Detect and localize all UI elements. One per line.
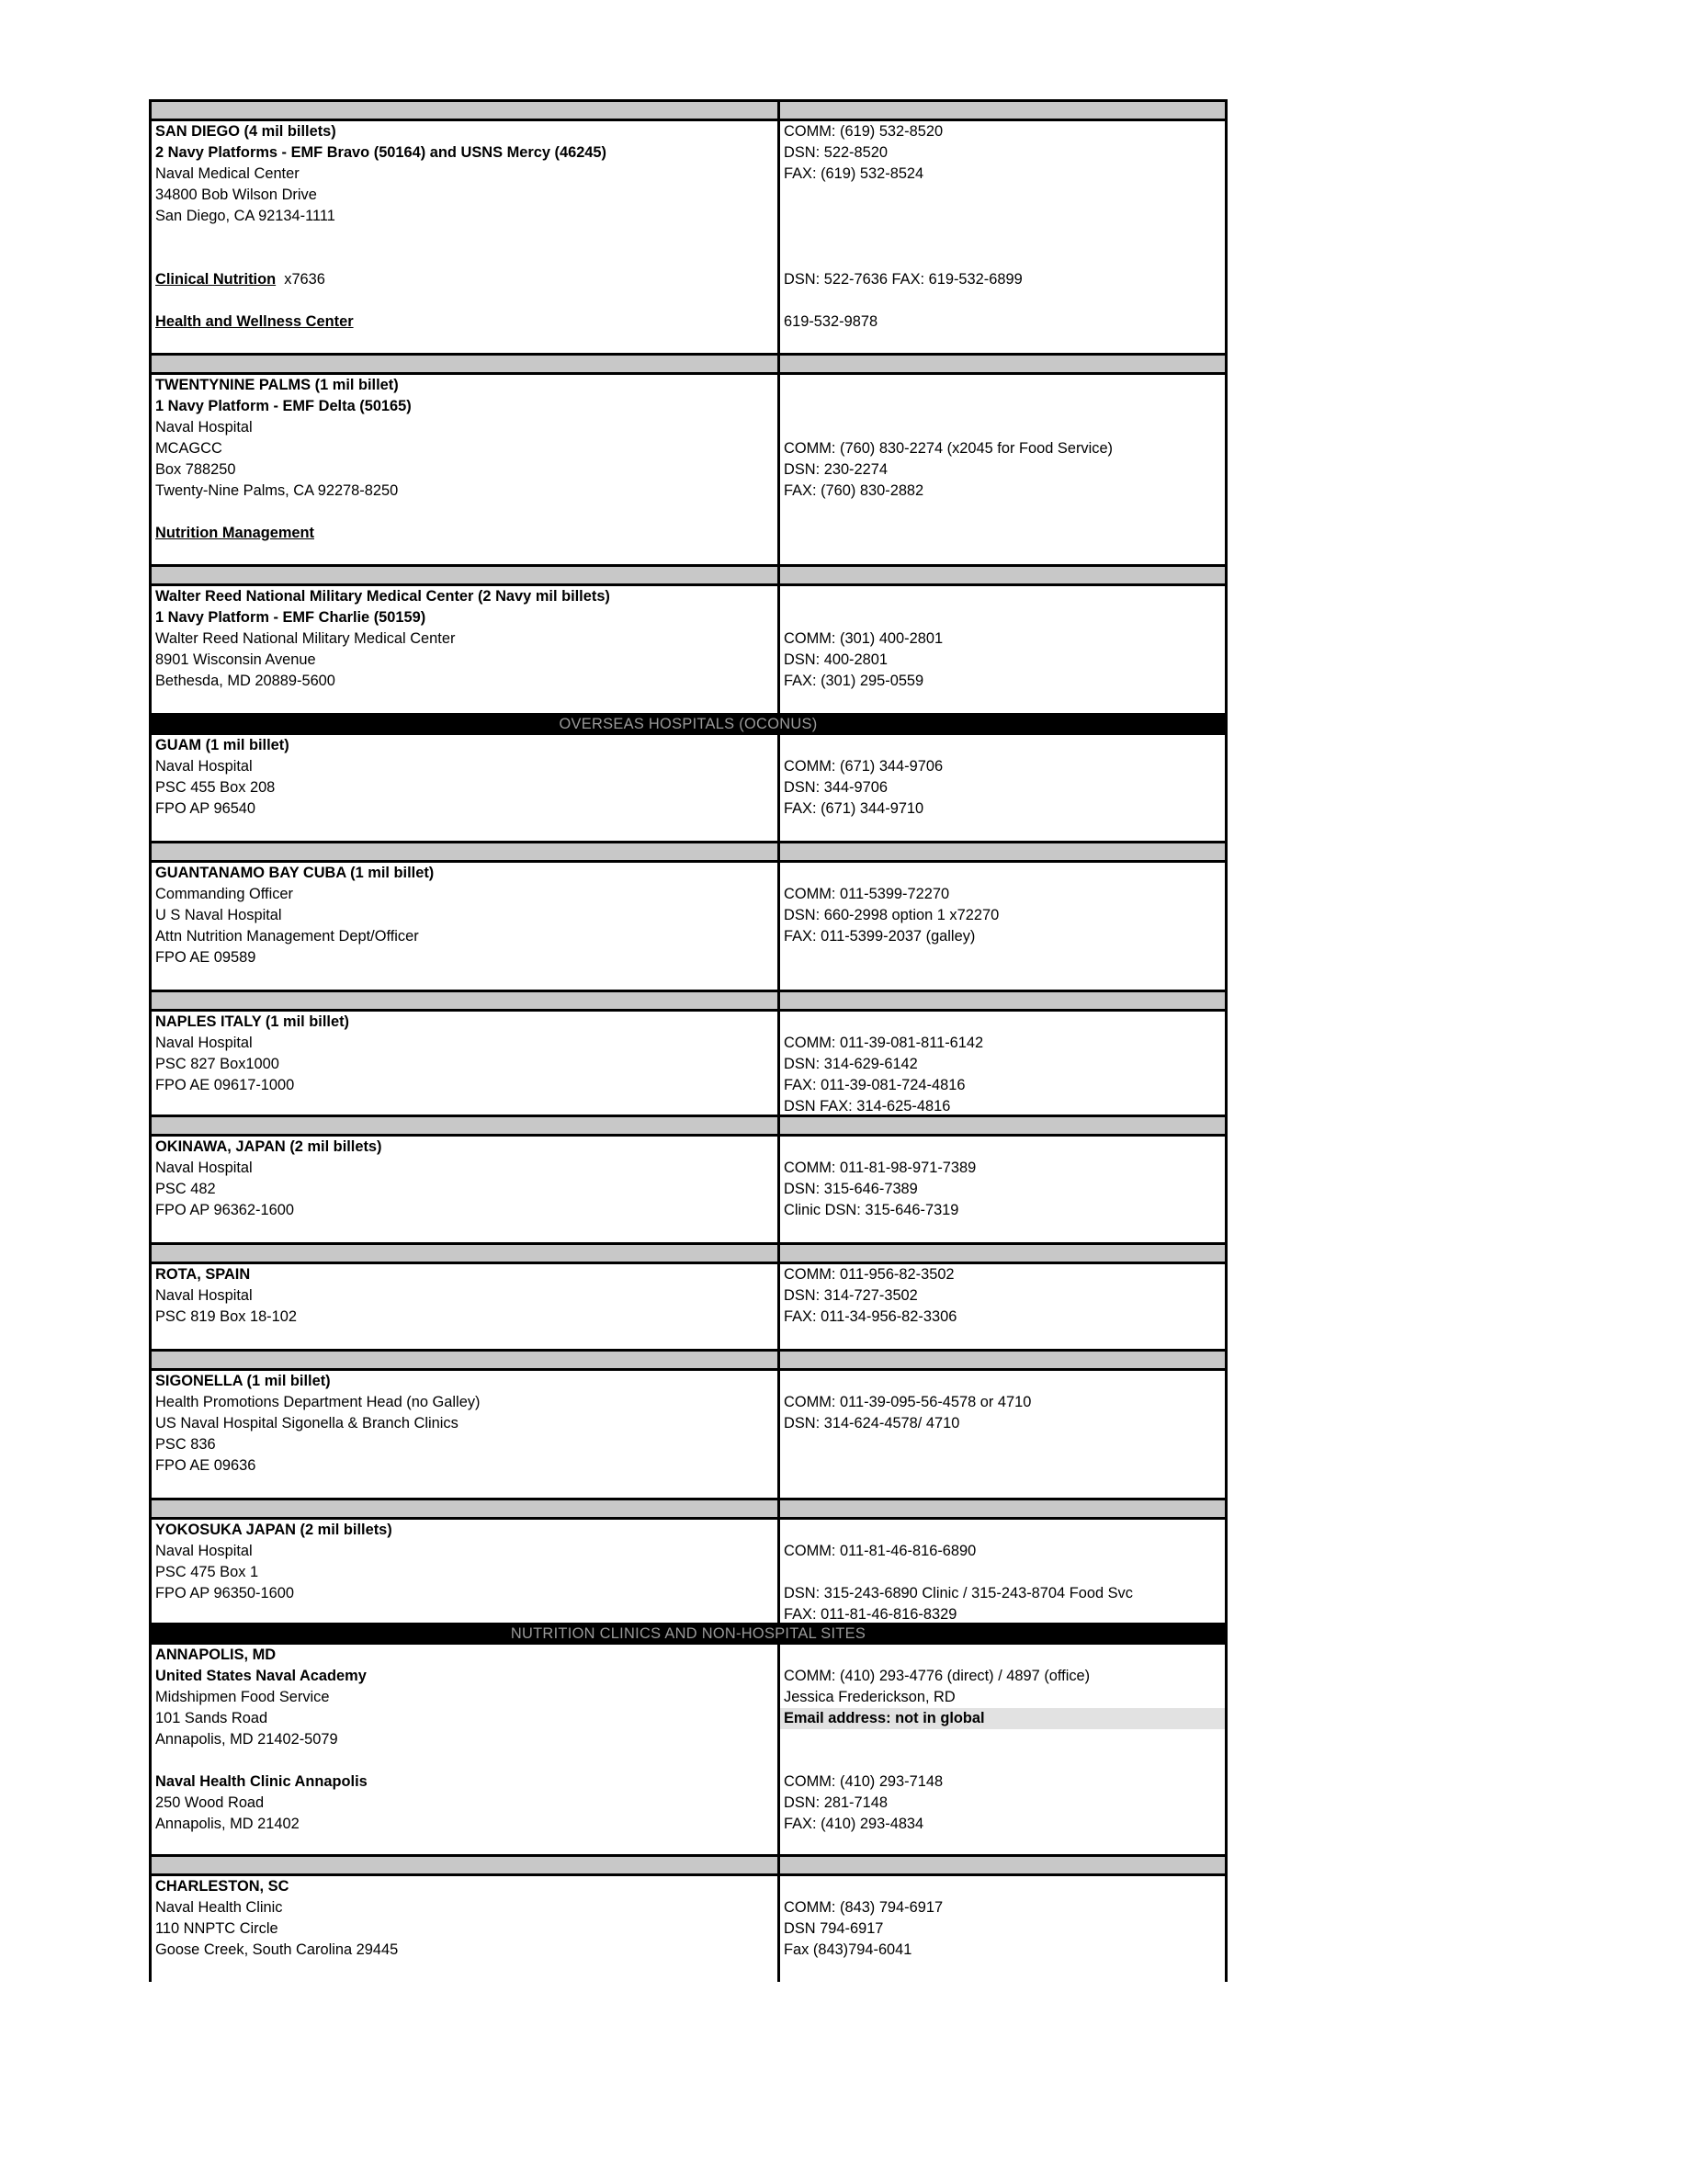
left-line: PSC 819 Box 18-102 xyxy=(155,1308,297,1325)
right-line: COMM: (619) 532-8520 xyxy=(784,123,944,140)
separator-cell xyxy=(780,1117,1225,1134)
separator-row xyxy=(149,1115,1228,1137)
left-line xyxy=(155,227,774,248)
left-line: 101 Sands Road xyxy=(155,1710,268,1726)
contact-cell xyxy=(780,735,1225,841)
right-line: DSN: 314-727-3502 xyxy=(784,1287,918,1304)
right-line: DSN: 315-646-7389 xyxy=(784,1181,918,1197)
address-cell xyxy=(152,1371,780,1498)
left-line: Annapolis, MD 21402-5079 xyxy=(155,1731,338,1748)
right-line xyxy=(784,586,1221,607)
separator-row xyxy=(149,990,1228,1012)
separator-cell xyxy=(152,1857,780,1873)
separator-row xyxy=(149,1349,1228,1371)
left-line: Naval Hospital xyxy=(155,1035,253,1051)
right-line: DSN: 281-7148 xyxy=(784,1794,888,1811)
contact-cell xyxy=(780,586,1225,713)
right-line: COMM: (410) 293-4776 (direct) / 4897 (office) xyxy=(784,1668,1091,1684)
right-line: DSN: 230-2274 xyxy=(784,461,888,478)
separator-row xyxy=(149,1242,1228,1264)
left-line: PSC 482 xyxy=(155,1181,216,1197)
left-line: Twenty-Nine Palms, CA 92278-8250 xyxy=(155,482,399,499)
facility-row xyxy=(149,1645,1228,1854)
facility-row xyxy=(149,1012,1228,1115)
right-line xyxy=(784,1137,1221,1158)
right-line xyxy=(784,417,1221,438)
right-line: FAX: (410) 293-4834 xyxy=(784,1816,924,1832)
left-line: PSC 827 Box1000 xyxy=(155,1056,279,1072)
left-line: FPO AP 96540 xyxy=(155,800,256,817)
left-line: FPO AE 09636 xyxy=(155,1457,256,1474)
left-line: 110 NNPTC Circle xyxy=(155,1920,278,1937)
right-line xyxy=(784,1520,1221,1541)
left-line xyxy=(155,523,774,544)
contact-cell xyxy=(780,1264,1225,1349)
right-line xyxy=(784,396,1221,417)
separator-row xyxy=(149,1498,1228,1520)
separator-cell xyxy=(780,1245,1225,1262)
left-line: Bethesda, MD 20889-5600 xyxy=(155,673,335,689)
facility-row xyxy=(149,735,1228,841)
separator-row xyxy=(149,1854,1228,1876)
right-line: 619-532-9878 xyxy=(784,313,878,330)
facility-row xyxy=(149,1371,1228,1498)
right-line xyxy=(784,1012,1221,1033)
left-line: PSC 475 Box 1 xyxy=(155,1564,259,1580)
separator-cell xyxy=(152,1117,780,1134)
right-line xyxy=(784,248,1221,269)
right-line: COMM: 011-956-82-3502 xyxy=(784,1266,955,1283)
contact-cell xyxy=(780,1520,1225,1623)
left-line: Naval Hospital xyxy=(155,1287,253,1304)
separator-cell xyxy=(780,567,1225,583)
left-line: Box 788250 xyxy=(155,461,236,478)
right-line xyxy=(784,1729,1221,1750)
right-line: COMM: (671) 344-9706 xyxy=(784,758,944,775)
left-line: Naval Hospital xyxy=(155,419,253,436)
right-line: COMM: 011-39-081-811-6142 xyxy=(784,1035,984,1051)
right-line: DSN: 522-7636 FAX: 619-532-6899 xyxy=(784,271,1023,288)
address-cell xyxy=(152,121,780,353)
right-line xyxy=(784,1750,1221,1771)
left-line: PSC 836 xyxy=(155,1436,216,1453)
left-line xyxy=(155,311,774,333)
left-line: Annapolis, MD 21402 xyxy=(155,1816,300,1832)
left-line: TWENTYNINE PALMS (1 mil billet) xyxy=(155,377,399,393)
section-banner: NUTRITION CLINICS AND NON-HOSPITAL SITES xyxy=(149,1623,1228,1645)
left-line: U S Naval Hospital xyxy=(155,907,282,923)
facility-row xyxy=(149,586,1228,713)
address-cell xyxy=(152,586,780,713)
right-line: FAX: (671) 344-9710 xyxy=(784,800,924,817)
address-cell xyxy=(152,1264,780,1349)
left-line: FPO AE 09617-1000 xyxy=(155,1077,295,1093)
separator-cell xyxy=(152,567,780,583)
left-line: 1 Navy Platform - EMF Delta (50165) xyxy=(155,398,412,414)
address-cell xyxy=(152,1876,780,1982)
address-cell xyxy=(152,1012,780,1115)
left-line: Goose Creek, South Carolina 29445 xyxy=(155,1941,399,1958)
right-line xyxy=(784,1876,1221,1897)
right-line: COMM: (301) 400-2801 xyxy=(784,630,944,647)
right-line: FAX: 011-81-46-816-8329 xyxy=(784,1606,957,1623)
left-line: Naval Medical Center xyxy=(155,165,300,182)
right-line: COMM: (760) 830-2274 (x2045 for Food Service) xyxy=(784,440,1114,457)
right-line: DSN: 400-2801 xyxy=(784,651,888,668)
right-line: COMM: 011-81-98-971-7389 xyxy=(784,1160,977,1176)
directory-table xyxy=(149,99,1228,1982)
left-line: 34800 Bob Wilson Drive xyxy=(155,187,317,203)
right-line xyxy=(784,863,1221,884)
separator-cell xyxy=(152,1245,780,1262)
left-line: ANNAPOLIS, MD xyxy=(155,1646,277,1663)
separator-cell xyxy=(780,992,1225,1009)
left-line xyxy=(155,502,774,523)
left-line: Naval Hospital xyxy=(155,1543,253,1559)
separator-row xyxy=(149,564,1228,586)
separator-cell xyxy=(152,356,780,372)
left-line: GUAM (1 mil billet) xyxy=(155,737,289,753)
right-line xyxy=(784,735,1221,756)
extension-text: x7636 xyxy=(276,271,325,288)
address-cell xyxy=(152,1645,780,1854)
address-cell xyxy=(152,375,780,564)
right-line: Clinic DSN: 315-646-7319 xyxy=(784,1202,959,1218)
left-line: FPO AE 09589 xyxy=(155,949,256,966)
left-line xyxy=(155,1750,774,1771)
separator-cell xyxy=(152,843,780,860)
contact-cell xyxy=(780,863,1225,990)
facility-row xyxy=(149,863,1228,990)
left-line: CHARLESTON, SC xyxy=(155,1878,289,1895)
separator-cell xyxy=(780,1857,1225,1873)
right-line: FAX: (619) 532-8524 xyxy=(784,165,924,182)
left-line: YOKOSUKA JAPAN (2 mil billets) xyxy=(155,1522,392,1538)
left-line: 1 Navy Platform - EMF Charlie (50159) xyxy=(155,609,426,626)
separator-cell xyxy=(152,992,780,1009)
facility-row xyxy=(149,375,1228,564)
contact-cell xyxy=(780,1876,1225,1982)
right-line: COMM: 011-39-095-56-4578 or 4710 xyxy=(784,1394,1032,1410)
left-line: Naval Hospital xyxy=(155,758,253,775)
separator-cell xyxy=(780,1352,1225,1368)
left-line: FPO AP 96350-1600 xyxy=(155,1585,294,1601)
left-line: 250 Wood Road xyxy=(155,1794,265,1811)
left-line: 8901 Wisconsin Avenue xyxy=(155,651,316,668)
address-cell xyxy=(152,735,780,841)
separator-cell xyxy=(152,1500,780,1517)
section-heading: Nutrition Management xyxy=(155,525,315,541)
left-line: Naval Health Clinic xyxy=(155,1899,283,1916)
separator-row xyxy=(149,841,1228,863)
right-line xyxy=(784,185,1221,206)
facility-row xyxy=(149,1876,1228,1982)
right-line xyxy=(784,1645,1221,1666)
right-line: FAX: 011-5399-2037 (galley) xyxy=(784,928,976,945)
right-line: FAX: (301) 295-0559 xyxy=(784,673,924,689)
left-line: San Diego, CA 92134-1111 xyxy=(155,208,335,224)
separator-row xyxy=(149,353,1228,375)
separator-cell xyxy=(152,102,780,119)
contact-cell xyxy=(780,1137,1225,1242)
right-line: Fax (843)794-6041 xyxy=(784,1941,912,1958)
right-line: DSN: 660-2998 option 1 x72270 xyxy=(784,907,1000,923)
right-line xyxy=(784,206,1221,227)
left-line: Attn Nutrition Management Dept/Officer xyxy=(155,928,419,945)
contact-cell xyxy=(780,375,1225,564)
contact-cell xyxy=(780,1645,1225,1854)
facility-row xyxy=(149,1264,1228,1349)
section-heading: Clinical Nutrition xyxy=(155,271,277,288)
right-line xyxy=(784,375,1221,396)
right-line: Jessica Frederickson, RD xyxy=(784,1689,956,1705)
left-line: NAPLES ITALY (1 mil billet) xyxy=(155,1013,349,1030)
address-cell xyxy=(152,1137,780,1242)
left-line: PSC 455 Box 208 xyxy=(155,779,276,796)
right-line xyxy=(784,607,1221,628)
left-line: US Naval Hospital Sigonella & Branch Clinics xyxy=(155,1415,459,1431)
contact-cell xyxy=(780,1012,1225,1115)
left-line: 2 Navy Platforms - EMF Bravo (50164) and USNS Mercy (46245) xyxy=(155,144,606,161)
separator-cell xyxy=(152,1352,780,1368)
left-line: FPO AP 96362-1600 xyxy=(155,1202,294,1218)
left-line: Health Promotions Department Head (no Galley) xyxy=(155,1394,481,1410)
facility-row xyxy=(149,1520,1228,1623)
separator-cell xyxy=(780,1500,1225,1517)
left-line: Naval Hospital xyxy=(155,1160,253,1176)
right-line xyxy=(784,1371,1221,1392)
right-line: COMM: 011-81-46-816-6890 xyxy=(784,1543,977,1559)
section-banner: OVERSEAS HOSPITALS (OCONUS) xyxy=(149,713,1228,735)
left-line: MCAGCC xyxy=(155,440,222,457)
address-cell xyxy=(152,863,780,990)
address-cell xyxy=(152,1520,780,1623)
facility-row xyxy=(149,1137,1228,1242)
right-line xyxy=(784,1562,1221,1583)
contact-cell xyxy=(780,1371,1225,1498)
left-line: GUANTANAMO BAY CUBA (1 mil billet) xyxy=(155,865,435,881)
separator-cell xyxy=(780,102,1225,119)
left-line: Walter Reed National Military Medical Center (2 Navy mil billets) xyxy=(155,588,610,605)
right-line: FAX: 011-39-081-724-4816 xyxy=(784,1077,966,1093)
right-line xyxy=(784,290,1221,311)
separator-cell xyxy=(780,356,1225,372)
left-line: United States Naval Academy xyxy=(155,1668,367,1684)
right-line: DSN: 314-629-6142 xyxy=(784,1056,918,1072)
left-line xyxy=(155,269,774,290)
facility-row xyxy=(149,121,1228,353)
right-line: FAX: 011-34-956-82-3306 xyxy=(784,1308,957,1325)
left-line: ROTA, SPAIN xyxy=(155,1266,251,1283)
right-line xyxy=(784,227,1221,248)
separator-row xyxy=(149,99,1228,121)
left-line: OKINAWA, JAPAN (2 mil billets) xyxy=(155,1138,382,1155)
right-line: COMM: 011-5399-72270 xyxy=(784,886,950,902)
left-line: SIGONELLA (1 mil billet) xyxy=(155,1373,331,1389)
right-line: Email address: not in global xyxy=(780,1708,1225,1729)
left-line xyxy=(155,290,774,311)
right-line: COMM: (410) 293-7148 xyxy=(784,1773,944,1790)
left-line: SAN DIEGO (4 mil billets) xyxy=(155,123,336,140)
section-heading: Health and Wellness Center xyxy=(155,313,354,330)
right-line: FAX: (760) 830-2882 xyxy=(784,482,924,499)
right-line: DSN: 344-9706 xyxy=(784,779,888,796)
separator-cell xyxy=(780,843,1225,860)
right-line: DSN FAX: 314-625-4816 xyxy=(784,1098,951,1115)
contact-cell xyxy=(780,121,1225,353)
right-line: COMM: (843) 794-6917 xyxy=(784,1899,944,1916)
left-line xyxy=(155,248,774,269)
right-line: DSN 794-6917 xyxy=(784,1920,884,1937)
right-line: DSN: 315-243-6890 Clinic / 315-243-8704 Food Svc xyxy=(784,1585,1133,1601)
left-line: Walter Reed National Military Medical Center xyxy=(155,630,456,647)
right-line: DSN: 314-624-4578/ 4710 xyxy=(784,1415,960,1431)
left-line: Midshipmen Food Service xyxy=(155,1689,330,1705)
right-line: DSN: 522-8520 xyxy=(784,144,888,161)
left-line: Commanding Officer xyxy=(155,886,294,902)
left-line: Naval Health Clinic Annapolis xyxy=(155,1773,368,1790)
